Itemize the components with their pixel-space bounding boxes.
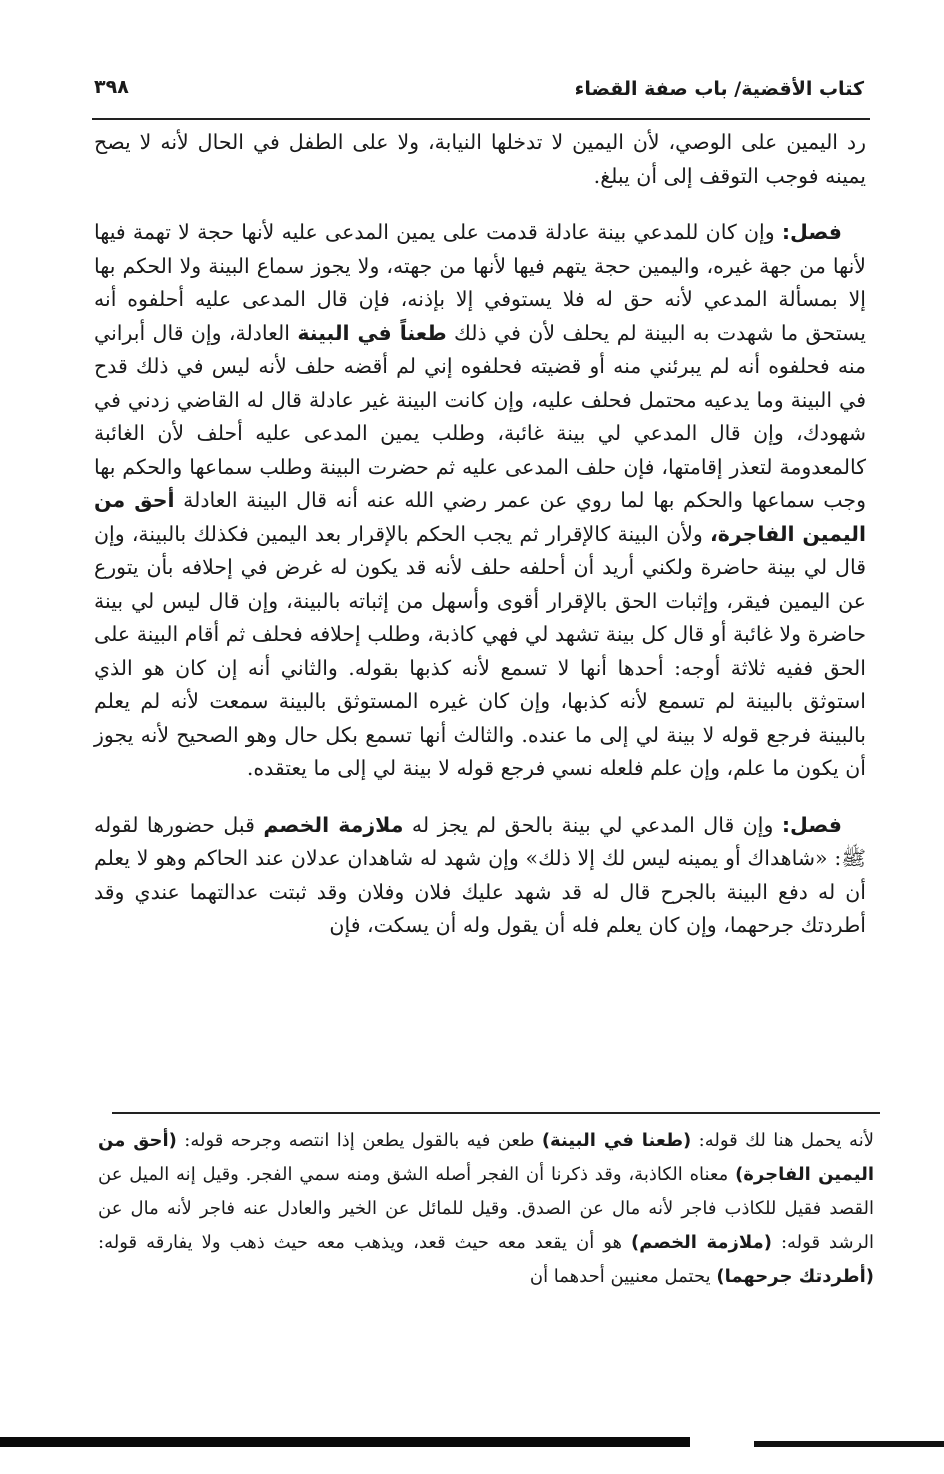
bold-term: (ملازمة الخصم) (631, 1232, 772, 1253)
bold-term: (أطردتك جرحهما) (716, 1266, 874, 1287)
bold-term: (أحق من اليمين الفاجرة) (98, 1130, 874, 1185)
paragraph-1: رد اليمين على الوصي، لأن اليمين لا تدخلها النيابة، ولا على الطفل في الحال لأنه لا يصح يمينه فوجب التوقف إلى أن يبلغ. (94, 130, 866, 188)
bold-term: أحق من اليمين الفاجرة، (94, 488, 866, 546)
running-title: كتاب الأقضية/ باب صفة القضاء (574, 78, 864, 100)
page-number: ٣٩٨ (94, 76, 129, 98)
section-label: فصل: (781, 220, 842, 244)
bold-term: (طعنا في البينة) (541, 1130, 692, 1151)
paragraph-3: فصل: وإن قال المدعي لي بينة بالحق لم يجز له ملازمة الخصم قبل حضورها لقوله ﷺ: «شاهداك أو يمينه ليس لك إلا ذلك» وإن شهد له شاهدان عدلان عند الحاكم وهو لا يعلم أن له دفع البينة بالجرح قال له قد شهد عليك فلان وفلان وقد ثبتت عدالتهما عندي وقد أطردتك جرحهما، وإن كان يعلم فله أن يقول وله أن يسكت، فإن (94, 812, 866, 937)
section-label: فصل: (781, 812, 842, 837)
bold-term: ملازمة الخصم (263, 812, 404, 837)
main-text (94, 126, 866, 943)
header-rule (92, 118, 870, 120)
footnote-rule (112, 1112, 880, 1114)
paragraph-2: فصل: وإن كان للمدعي بينة عادلة قدمت على يمين المدعى عليه لأنها حجة لا تهمة فيها لأنها من جهة غيره، واليمين حجة يتهم فيها لأنها من جهته، ولا يجوز سماع البينة ولا الحكم بها إلا بمسألة المدعي لأنه حق له فلا يستوفي إلا بإذنه، فإن قال المدعى عليه أحلفوه أنه يستحق ما شهدت به البينة لم يحلف لأن في ذلك طعناً في البينة العادلة، وإن قال أبراني منه فحلفوه أنه لم يبرئني منه أو قضيته فحلفوه إني لم أقضه حلف لأنه ليس في ذلك قدح في البينة وما يدعيه محتمل فحلف عليه، وإن كانت البينة غير عادلة قال له القاضي زدني في شهودك، وإن قال المدعي لي بينة غائبة، وطلب يمين المدعى عليه أحلف لأن الغائبة كالمعدومة لتعذر إقامتها، فإن حلف المدعى عليه ثم حضرت البينة وطلب سماعها والحكم بها وجب سماعها والحكم بها لما روي عن عمر رضي الله عنه أنه قال البينة العادلة أحق من اليمين الفاجرة، ولأن البينة كالإقرار ثم يجب الحكم بالإقرار بعد اليمين فكذلك بالبينة، وإن قال لي بينة حاضرة ولكني أريد أن أحلفه حلف لأنه قد يكون له غرض في إحلافه بأن يتورع عن اليمين فيقر، وإثبات الحق بالإقرار أقوى وأسهل من إثباته بالبينة، وإن قال ليس لي بينة حاضرة ولا غائبة أو قال كل بينة تشهد لي فهي كاذبة، وطلب إحلافه فحلف ثم أقام البينة على الحق ففيه ثلاثة أوجه: أحدها أنها لا تسمع لأنه كذبها بقوله. والثاني أنه إن كان هو الذي استوثق بالبينة لم تسمع لأنه كذبها، وإن كان غيره المستوثق بالبينة سمعت لأنه لم يعلم بالبينة فرجع قوله لا بينة لي إلى ما عنده. والثالث أنها تسمع بكل حال وهو الصحيح لأنه يجوز أن يكون ما علم، وإن علم فلعله نسي فرجع قوله لا بينة لي إلى ما يعتقده. (94, 220, 866, 780)
scan-edge-band (0, 1437, 690, 1447)
footnotes (98, 1124, 874, 1294)
scan-edge-band-right (754, 1441, 944, 1447)
page-header (94, 72, 864, 110)
footnote-text: لأنه يحمل هنا لك قوله: (طعنا في البينة) طعن فيه بالقول يطعن إذا انتصه وجرحه قوله: (أحق من اليمين الفاجرة) معناه الكاذبة، وقد ذكرنا أن الفجر أصله الشق ومنه سمي الفجر. وقيل إنه الميل عن القصد فقيل للكاذب فاجر لأنه مال عن الصدق. وقيل للمائل عن الخير والعادل عنه فاجر لأنه مال عن الرشد قوله: (ملازمة الخصم) هو أن يقعد معه حيث قعد، ويذهب معه حيث ذهب ولا يفارقه قوله: (أطردتك جرحهما) يحتمل معنيين أحدهما أن (98, 1130, 874, 1287)
bold-term: طعناً في البينة (297, 320, 447, 345)
